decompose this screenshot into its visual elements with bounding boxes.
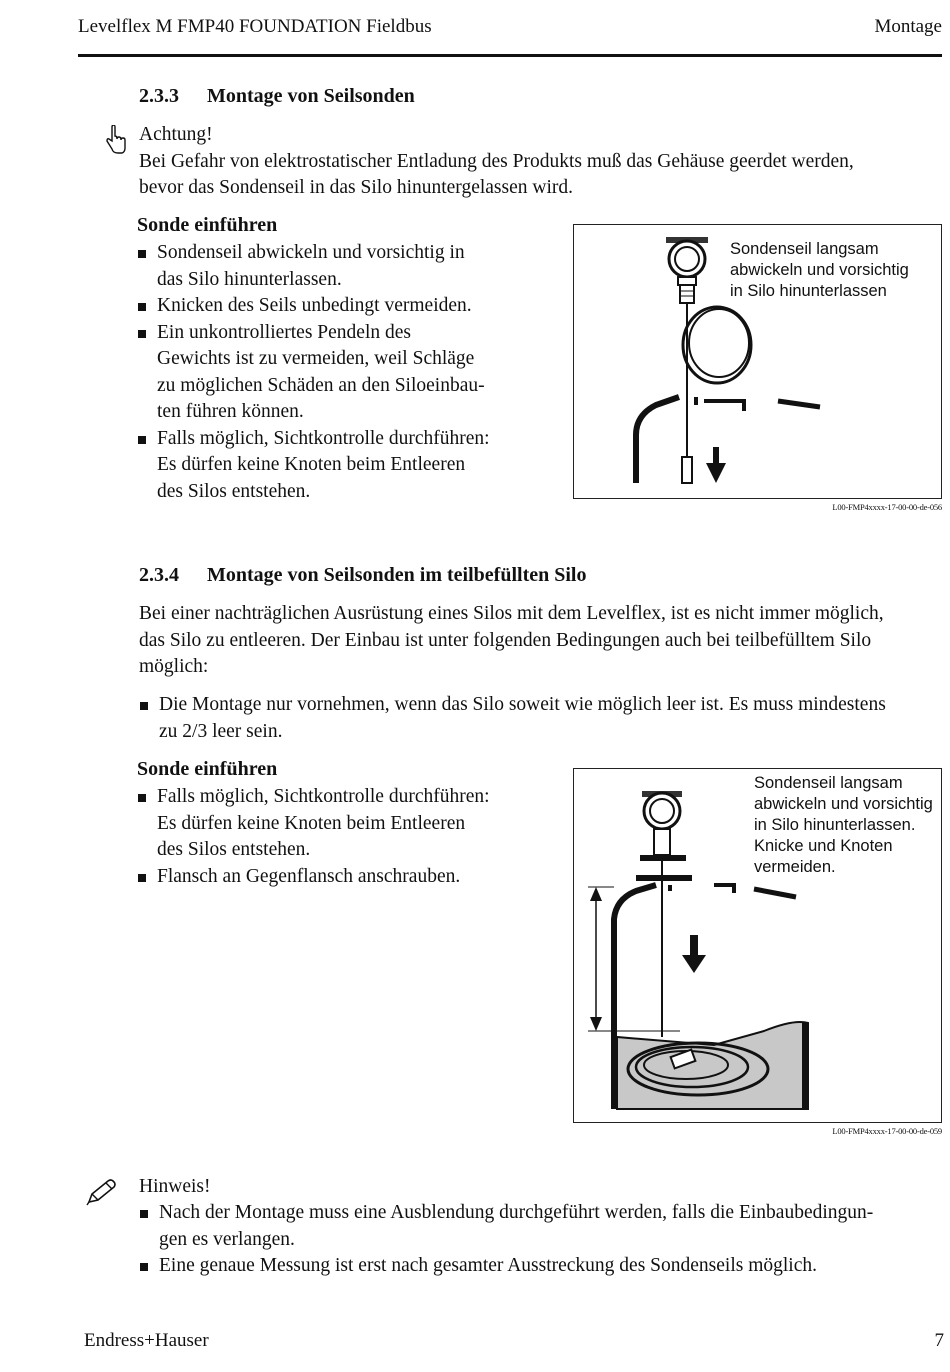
list-item: Falls möglich, Sichtkontrolle durchführen: Es dürfen keine Knoten beim Entleeren des Silos entstehen.: [137, 426, 557, 506]
list-item: Knicken des Seils unbedingt vermeiden.: [137, 293, 557, 320]
section-title: Montage von Seilsonden: [207, 85, 415, 107]
subheading-sonde-einfuehren: Sonde einführen: [137, 214, 278, 236]
intro-paragraph: Bei einer nachträglichen Ausrüstung eines Silos mit dem Levelflex, ist es nicht immer möglich, das Silo zu entleeren. Der Einbau ist unter folgenden Bedingungen auch bei teilbefülltem Silo möglich:: [139, 603, 884, 677]
caution-label: Achtung!: [139, 124, 213, 145]
running-header-title: Levelflex M FMP40 FOUNDATION Fieldbus: [78, 16, 432, 37]
instruction-list: [137, 240, 557, 505]
note-list: [139, 1200, 949, 1280]
section-number: 2.3.4: [139, 564, 179, 586]
section-heading-2-3-4: [139, 564, 586, 587]
caution-block: [139, 122, 939, 202]
figure-code: L00-FMP4xxxx-17-00-00-de-056: [832, 502, 942, 512]
instruction-list: [137, 784, 557, 890]
figure-code: L00-FMP4xxxx-17-00-00-de-059: [832, 1126, 942, 1136]
figure-probe-lowering: [573, 224, 942, 499]
figure-callout: Sondenseil langsam abwickeln und vorsichtig in Silo hinunterlassen: [730, 240, 909, 300]
caution-text-line: Bei Gefahr von elektrostatischer Entladung des Produkts muß das Gehäuse geerdet werden,: [139, 150, 854, 172]
figure-callout: Sondenseil langsam abwickeln und vorsichtig in Silo hinunterlassen. Knicke und Knoten vermeiden.: [754, 774, 933, 876]
section-title: Montage von Seilsonden im teilbefüllten Silo: [207, 564, 587, 586]
pencil-icon: [86, 1178, 118, 1212]
note-label: Hinweis!: [139, 1176, 211, 1197]
pointing-hand-icon: [104, 125, 126, 161]
list-item: Die Montage nur vornehmen, wenn das Silo soweit wie möglich leer ist. Es muss mindestens zu 2/3 leer sein.: [139, 692, 949, 745]
figure-partially-filled-silo: [573, 768, 942, 1123]
footer-publisher: Endress+Hauser: [84, 1330, 209, 1351]
subheading-sonde-einfuehren: Sonde einführen: [137, 758, 278, 780]
section-number: 2.3.3: [139, 85, 179, 107]
running-header-section: Montage: [874, 16, 942, 37]
list-item: Eine genaue Messung ist erst nach gesamter Ausstreckung des Sondenseils möglich.: [139, 1253, 949, 1280]
caution-text-line: bevor das Sondenseil in das Silo hinuntergelassen wird.: [139, 177, 573, 198]
page-number: 7: [934, 1330, 944, 1351]
list-item: Sondenseil abwickeln und vorsichtig in das Silo hinunterlassen.: [137, 240, 557, 293]
list-item: Falls möglich, Sichtkontrolle durchführen: Es dürfen keine Knoten beim Entleeren des Silos entstehen.: [137, 784, 557, 864]
list-item: Flansch an Gegenflansch anschrauben.: [137, 864, 557, 891]
condition-list: [139, 692, 949, 745]
header-rule: [78, 54, 942, 57]
section-heading-2-3-3: [139, 85, 415, 108]
list-item: Ein unkontrolliertes Pendeln des Gewichts ist zu vermeiden, weil Schläge zu möglichen Schäden an den Siloeinbau- ten führen können.: [137, 320, 557, 426]
list-item: Nach der Montage muss eine Ausblendung durchgeführt werden, falls die Einbaubedingun- gen es verlangen.: [139, 1200, 949, 1253]
